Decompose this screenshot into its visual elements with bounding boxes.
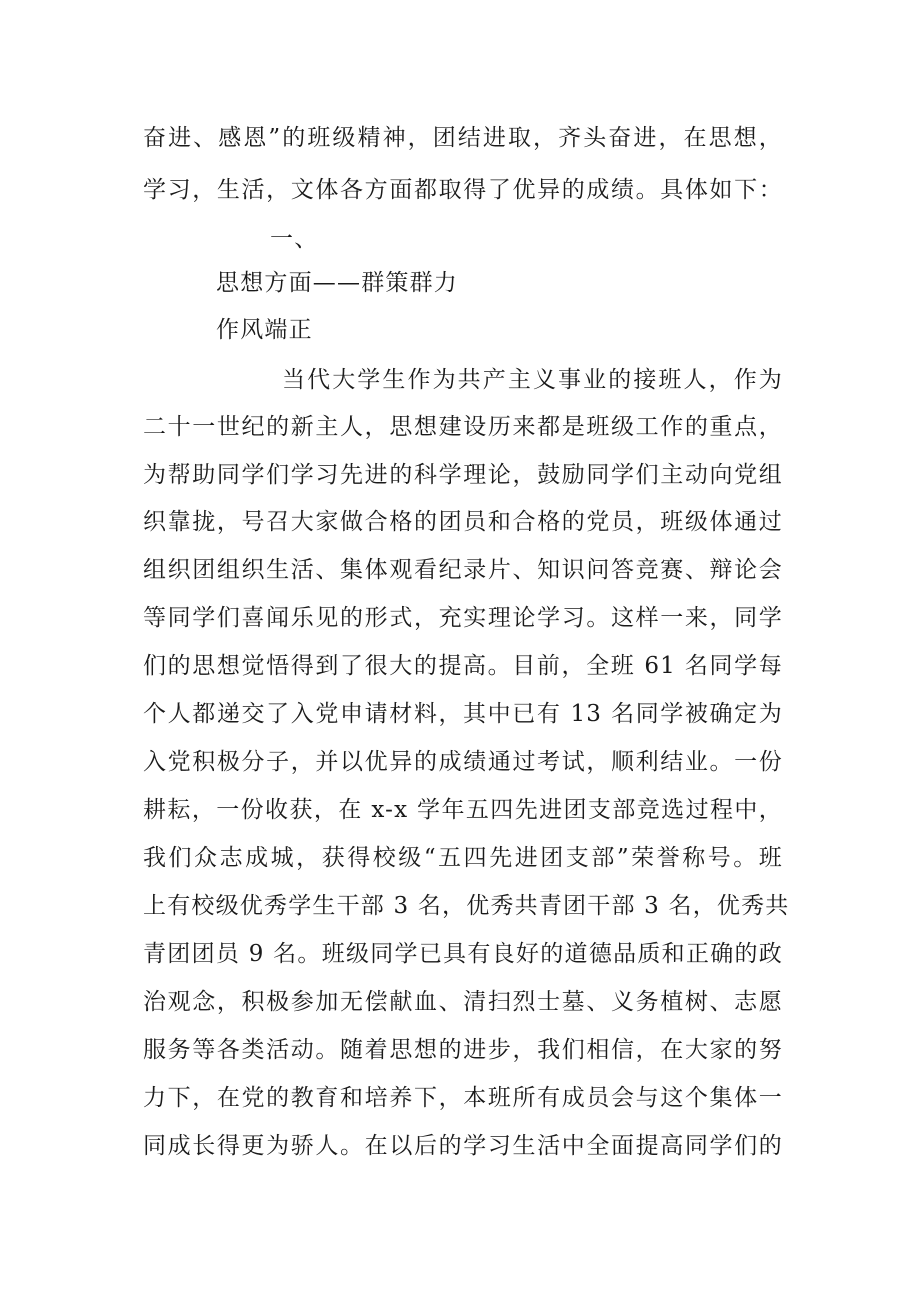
intro-line-1: 奋进、感恩”的班级精神，团结进取，齐头奋进，在思想， — [143, 125, 783, 151]
paragraph-line-5: 组织团组织生活、集体观看纪录片、知识问答竞赛、辩论会 — [143, 557, 783, 583]
paragraph-line-14: 治观念，积极参加无偿献血、清扫烈士墓、义务植树、志愿 — [143, 989, 783, 1015]
section-title: 思想方面——群策群力 — [216, 270, 458, 296]
paragraph-line-4: 织靠拢，号召大家做合格的团员和合格的党员，班级体通过 — [143, 509, 783, 535]
paragraph-line-16: 力下，在党的教育和培养下，本班所有成员会与这个集体一 — [143, 1085, 783, 1111]
paragraph-line-1: 当代大学生作为共产主义事业的接班人，作为 — [282, 367, 783, 393]
paragraph-line-11: 我们众志成城，获得校级“五四先进团支部”荣誉称号。班 — [143, 845, 783, 871]
section-title-continued: 作风端正 — [216, 317, 313, 343]
paragraph-line-7: 们的思想觉悟得到了很大的提高。目前，全班 61 名同学每 — [143, 653, 783, 679]
paragraph-line-6: 等同学们喜闻乐见的形式，充实理论学习。这样一来，同学 — [143, 605, 783, 631]
paragraph-line-8: 个人都递交了入党申请材料，其中已有 13 名同学被确定为 — [143, 701, 783, 727]
paragraph-line-10: 耕耘，一份收获，在 x-x 学年五四先进团支部竞选过程中， — [143, 797, 783, 823]
paragraph-line-2: 二十一世纪的新主人，思想建设历来都是班级工作的重点， — [143, 414, 783, 440]
paragraph-line-3: 为帮助同学们学习先进的科学理论，鼓励同学们主动向党组 — [143, 462, 783, 488]
section-number: 一、 — [270, 226, 319, 252]
paragraph-line-13: 青团团员 9 名。班级同学已具有良好的道德品质和正确的政 — [143, 941, 783, 967]
paragraph-line-17: 同成长得更为骄人。在以后的学习生活中全面提高同学们的 — [143, 1133, 783, 1159]
paragraph-line-15: 服务等各类活动。随着思想的进步，我们相信，在大家的努 — [143, 1037, 783, 1063]
intro-line-2: 学习，生活，文体各方面都取得了优异的成绩。具体如下： — [143, 177, 783, 203]
paragraph-line-9: 入党积极分子，并以优异的成绩通过考试，顺利结业。一份 — [143, 749, 783, 775]
paragraph-line-12: 上有校级优秀学生干部 3 名，优秀共青团干部 3 名，优秀共 — [143, 893, 790, 919]
